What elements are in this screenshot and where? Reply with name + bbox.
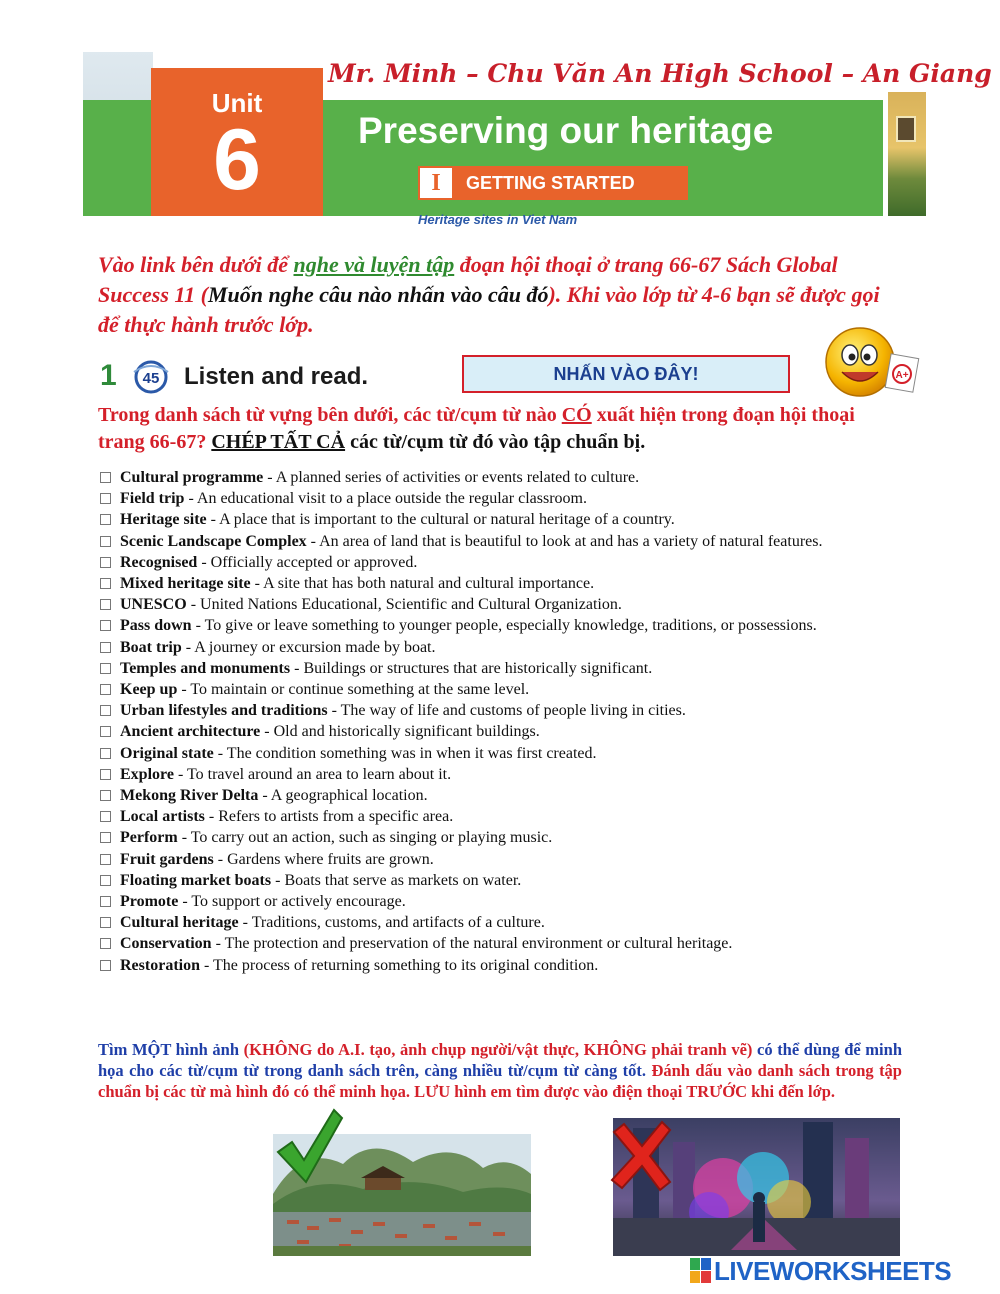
- vocab-definition: - To travel around an area to learn about it.: [173, 765, 452, 783]
- checkbox-icon[interactable]: [100, 960, 111, 971]
- checkbox-icon[interactable]: [100, 684, 111, 695]
- intro-link[interactable]: nghe và luyện tập: [293, 252, 455, 277]
- intro-text: Vào link bên dưới để: [98, 252, 294, 277]
- intro-note: Muốn nghe câu nào nhấn vào câu đó: [208, 282, 549, 307]
- liveworksheets-footer[interactable]: [690, 1256, 990, 1286]
- vocab-definition: - Officially accepted or approved.: [197, 553, 418, 571]
- vocab-definition: - To carry out an action, such as singing or playing music.: [177, 829, 553, 847]
- checkbox-icon[interactable]: [100, 493, 111, 504]
- vocab-term: Conservation: [120, 935, 212, 953]
- intro-paragraph: [98, 250, 898, 340]
- checkbox-icon[interactable]: [100, 599, 111, 610]
- vocab-term: Promote: [120, 893, 179, 911]
- check-mark-icon: [274, 1106, 344, 1186]
- vocab-item: [98, 912, 888, 933]
- checkbox-icon[interactable]: [100, 578, 111, 589]
- exercise-number: 1: [100, 359, 117, 392]
- checkbox-icon[interactable]: [100, 917, 111, 928]
- vocab-item: [98, 891, 888, 912]
- checkbox-icon[interactable]: [100, 832, 111, 843]
- vocab-term: Mekong River Delta: [120, 787, 259, 805]
- vocab-definition: - To maintain or continue something at the same level.: [177, 681, 530, 699]
- svg-text:A+: A+: [895, 370, 909, 381]
- instruction-mark: Đánh dấu vào danh sách trong tập chuẩn bị các từ mà hình đó có thể minh họa.: [98, 1061, 902, 1101]
- checkbox-icon[interactable]: [100, 896, 111, 907]
- unit-badge: [151, 68, 323, 216]
- unit-banner: [83, 52, 992, 227]
- vocab-definition: - Gardens where fruits are grown.: [213, 850, 434, 868]
- vocab-item: [98, 594, 888, 615]
- vocab-definition: - The condition something was in when it was first created.: [213, 744, 597, 762]
- question-text: các từ/cụm từ đó vào tập chuẩn bị.: [345, 431, 646, 453]
- vocab-term: Original state: [120, 744, 214, 762]
- vocab-item: [98, 679, 888, 700]
- photo-instruction: [98, 1039, 902, 1102]
- vocab-item: [98, 637, 888, 658]
- section-subtitle: Heritage sites in Viet Nam: [418, 212, 578, 227]
- vocab-item: [98, 573, 888, 594]
- vocab-item: [98, 615, 888, 636]
- vocab-definition: - The way of life and customs of people living in cities.: [327, 702, 686, 720]
- vocab-term: Floating market boats: [120, 871, 272, 889]
- checkbox-icon[interactable]: [100, 705, 111, 716]
- vocab-term: Cultural heritage: [120, 914, 239, 932]
- vocab-term: Fruit gardens: [120, 850, 214, 868]
- vocab-definition: - United Nations Educational, Scientific and Cultural Organization.: [186, 596, 622, 614]
- listen-label: Listen and read.: [184, 363, 369, 390]
- checkbox-icon[interactable]: [100, 811, 111, 822]
- vocab-item: [98, 743, 888, 764]
- question-copy-all: CHÉP TẤT CẢ: [211, 431, 346, 453]
- vocab-term: Ancient architecture: [120, 723, 261, 741]
- vocab-term: Local artists: [120, 808, 205, 826]
- vocab-definition: - A journey or excursion made by boat.: [181, 638, 436, 656]
- checkbox-icon[interactable]: [100, 854, 111, 865]
- listen-heading: [100, 356, 430, 398]
- vocab-term: Pass down: [120, 617, 192, 635]
- vocab-definition: - Buildings or structures that are historically significant.: [290, 659, 653, 677]
- vocab-item: [98, 467, 888, 488]
- vocab-item: [98, 552, 888, 573]
- checkbox-icon[interactable]: [100, 620, 111, 631]
- banner-author: Mr. Minh – Chu Văn An High School – An Giang: [328, 59, 992, 88]
- vocab-item: [98, 827, 888, 848]
- checkbox-icon[interactable]: [100, 769, 111, 780]
- checkbox-icon[interactable]: [100, 557, 111, 568]
- vocab-item: [98, 849, 888, 870]
- vocab-definition: - The process of returning something to its original condition.: [199, 956, 599, 974]
- vocab-term: Heritage site: [120, 511, 207, 529]
- vocab-item: [98, 721, 888, 742]
- checkbox-icon[interactable]: [100, 514, 111, 525]
- vocab-question: [98, 402, 898, 456]
- vocab-term: Boat trip: [120, 638, 182, 656]
- checkbox-icon[interactable]: [100, 790, 111, 801]
- vocab-term: Temples and monuments: [120, 659, 291, 677]
- vocab-term: Explore: [120, 765, 174, 783]
- checkbox-icon[interactable]: [100, 472, 111, 483]
- checkbox-icon[interactable]: [100, 748, 111, 759]
- instruction-text: Tìm MỘT hình ảnh: [98, 1040, 244, 1059]
- instruction-text: có thể dùng để minh họa cho các từ/cụm từ trong danh sách trên, càng nhiều từ/cụm từ càng tốt.: [98, 1040, 902, 1080]
- checkbox-icon[interactable]: [100, 663, 111, 674]
- vocab-definition: - To support or actively encourage.: [178, 893, 406, 911]
- vocab-item: [98, 785, 888, 806]
- section-label: GETTING STARTED: [466, 173, 635, 193]
- vocab-definition: - A planned series of activities or events related to culture.: [263, 469, 640, 486]
- unit-number: 6: [213, 112, 261, 208]
- section-tag: [418, 166, 688, 200]
- checkbox-icon[interactable]: [100, 536, 111, 547]
- vocab-definition: - An educational visit to a place outside the regular classroom.: [184, 490, 587, 508]
- vocab-definition: - Old and historically significant buildings.: [260, 723, 540, 741]
- vocab-item: [98, 870, 888, 891]
- smiley-grade-icon: [822, 322, 922, 402]
- vocab-definition: - Boats that serve as markets on water.: [271, 871, 522, 889]
- question-text: Trong danh sách từ vựng bên dưới, các từ/cụm từ nào: [98, 404, 562, 426]
- question-emphasis: CÓ: [561, 404, 592, 426]
- checkbox-icon[interactable]: [100, 875, 111, 886]
- unit-label: Unit: [211, 88, 263, 118]
- vocab-term: Scenic Landscape Complex: [120, 532, 307, 550]
- vocab-definition: - A geographical location.: [258, 787, 428, 805]
- instruction-save: LƯU hình em tìm được vào điện thoại TRƯỚC khi đến lớp.: [414, 1082, 836, 1101]
- vocab-definition: - To give or leave something to younger people, especially knowledge, traditions, or possessions.: [191, 617, 817, 635]
- vocab-definition: - A site that has both natural and cultural importance.: [250, 575, 595, 593]
- checkbox-icon[interactable]: [100, 938, 111, 949]
- vocab-item: [98, 531, 888, 552]
- banner-house-photo: [888, 92, 926, 216]
- checkbox-icon[interactable]: [100, 726, 111, 737]
- track-number: 45: [142, 370, 160, 387]
- vocab-term: Mixed heritage site: [120, 575, 251, 593]
- vocab-item: [98, 700, 888, 721]
- vocab-item: [98, 806, 888, 827]
- vocab-definition: - Traditions, customs, and artifacts of a culture.: [238, 914, 545, 932]
- audio-track-icon: [128, 360, 174, 394]
- checkbox-icon[interactable]: [100, 642, 111, 653]
- vocabulary-list: [98, 467, 888, 976]
- intro-text: ). Khi vào lớp từ 4-6 bạn sẽ được gọi để thực hành trước lớp.: [98, 282, 880, 337]
- vocab-item: [98, 933, 888, 954]
- vocab-item: [98, 955, 888, 976]
- vocab-term: Urban lifestyles and traditions: [120, 702, 328, 720]
- click-here-button[interactable]: NHẤN VÀO ĐÂY!: [462, 355, 790, 393]
- vocab-term: Field trip: [120, 490, 185, 508]
- vocab-item: [98, 658, 888, 679]
- vocab-term: Restoration: [120, 956, 200, 974]
- vocab-definition: - The protection and preservation of the natural environment or cultural heritage.: [211, 935, 733, 953]
- liveworksheets-logo-icon: [690, 1258, 712, 1284]
- vocab-term: Cultural programme: [120, 469, 264, 486]
- vocab-item: [98, 764, 888, 785]
- instruction-condition: (KHÔNG do A.I. tạo, ảnh chụp người/vật thực, KHÔNG phải tranh vẽ): [243, 1040, 753, 1059]
- footer-brand[interactable]: LIVEWORKSHEETS: [714, 1256, 952, 1286]
- intro-text: đoạn hội thoại ở trang 66-67 Sách Global Success 11 (: [98, 252, 838, 307]
- unit-title: Preserving our heritage: [358, 110, 774, 151]
- question-text: xuất hiện trong đoạn hội thoại trang 66-67?: [98, 404, 855, 453]
- vocab-term: Recognised: [120, 553, 198, 571]
- vocab-definition: - A place that is important to the cultural or natural heritage of a country.: [206, 511, 675, 529]
- vocab-term: UNESCO: [120, 596, 187, 614]
- vocab-term: Perform: [120, 829, 178, 847]
- x-mark-icon: [608, 1118, 674, 1192]
- vocab-definition: - Refers to artists from a specific area.: [204, 808, 454, 826]
- section-numeral: I: [418, 166, 454, 200]
- vocab-item: [98, 488, 888, 509]
- vocab-definition: - An area of land that is beautiful to look at and has a variety of natural features.: [306, 532, 823, 550]
- vocab-item: [98, 509, 888, 530]
- vocab-term: Keep up: [120, 681, 178, 699]
